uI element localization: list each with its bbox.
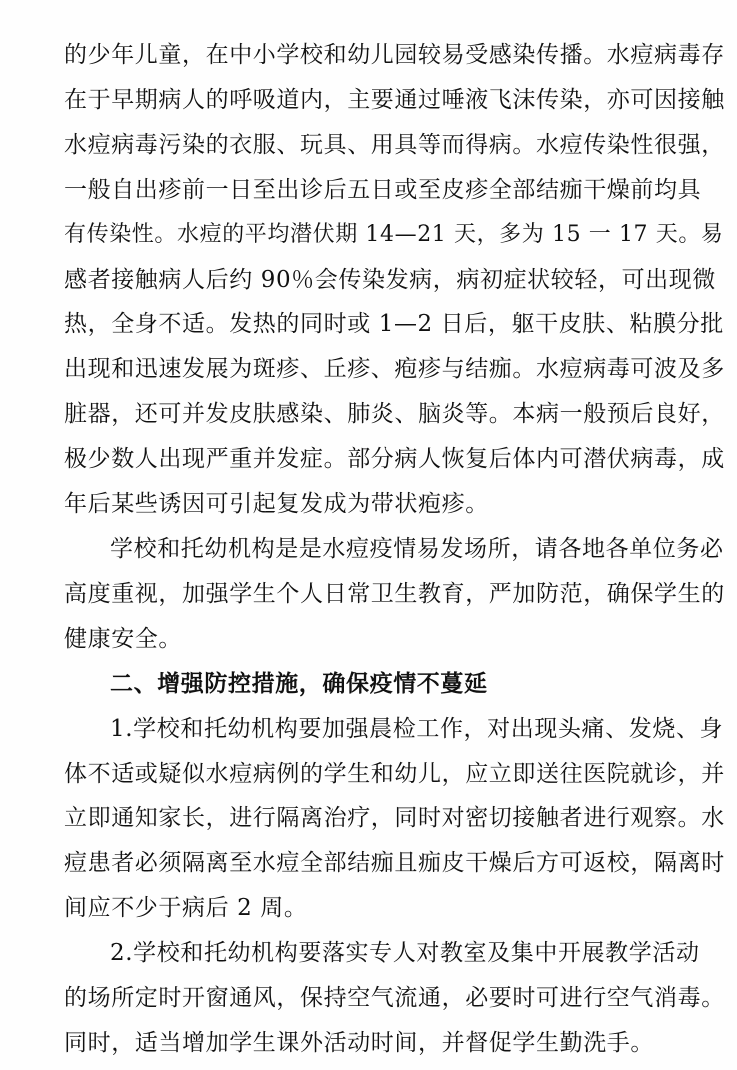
paragraph-4-line-1: 2.学校和托幼机构要落实专人对教室及集中开展教学活动 — [110, 940, 700, 966]
paragraph-1-line-6: 感者接触病人后约 90％会传染发病，病初症状较轻，可出现微 — [64, 267, 716, 293]
paragraph-1-line-10: 极少数人出现严重并发症。部分病人恢复后体内可潜伏病毒，成 — [64, 446, 725, 472]
paragraph-1-line-5: 有传染性。水痘的平均潜伏期 14—21 天，多为 15 一 17 天。易 — [64, 222, 724, 247]
paragraph-1-line-3: 水痘病毒污染的衣服、玩具、用具等而得病。水痘传染性很强， — [64, 132, 725, 158]
paragraph-3-line-4: 痘患者必须隔离至水痘全部结痂且痂皮干燥后方可返校，隔离时 — [64, 850, 725, 876]
paragraph-3-line-3: 立即通知家长，进行隔离治疗，同时对密切接触者进行观察。水 — [64, 805, 725, 831]
paragraph-1-line-9: 脏器，还可并发皮肤感染、肺炎、脑炎等。本病一般预后良好， — [64, 401, 725, 427]
paragraph-1-line-4: 一般自出疹前一日至出诊后五日或至皮疹全部结痂干燥前均具 — [64, 177, 702, 203]
section-heading: 二、增强防控措施，确保疫情不蔓延 — [110, 671, 488, 697]
paragraph-1-line-11: 年后某些诱因可引起复发成为带状疱疹。 — [64, 491, 489, 517]
paragraph-4-line-3: 同时，适当增加学生课外活动时间，并督促学生勤洗手。 — [64, 1030, 654, 1056]
paragraph-1-line-2: 在于早期病人的呼吸道内，主要通过唾液飞沫传染，亦可因接触 — [64, 87, 725, 113]
paragraph-1-line-7: 热，全身不适。发热的同时或 1—2 日后，躯干皮肤、粘膜分批 — [64, 311, 724, 337]
paragraph-3-line-5: 间应不少于病后 2 周。 — [64, 895, 308, 921]
paragraph-3-line-1: 1.学校和托幼机构要加强晨检工作，对出现头痛、发烧、身 — [110, 716, 724, 742]
paragraph-4-line-2: 的场所定时开窗通风，保持空气流通，必要时可进行空气消毒。 — [64, 985, 725, 1011]
paragraph-1-line-1: 的少年儿童，在中小学校和幼儿园较易受感染传播。水痘病毒存 — [64, 42, 725, 68]
paragraph-3-line-2: 体不适或疑似水痘病例的学生和幼儿，应立即送往医院就诊，并 — [64, 761, 725, 787]
paragraph-2-line-1: 学校和托幼机构是是水痘疫情易发场所，请各地各单位务必 — [110, 536, 724, 562]
paragraph-2-line-3: 健康安全。 — [64, 626, 182, 652]
paragraph-2-line-2: 高度重视，加强学生个人日常卫生教育，严加防范，确保学生的 — [64, 581, 725, 607]
paragraph-1-line-8: 出现和迅速发展为斑疹、丘疹、疱疹与结痂。水痘病毒可波及多 — [64, 356, 725, 382]
